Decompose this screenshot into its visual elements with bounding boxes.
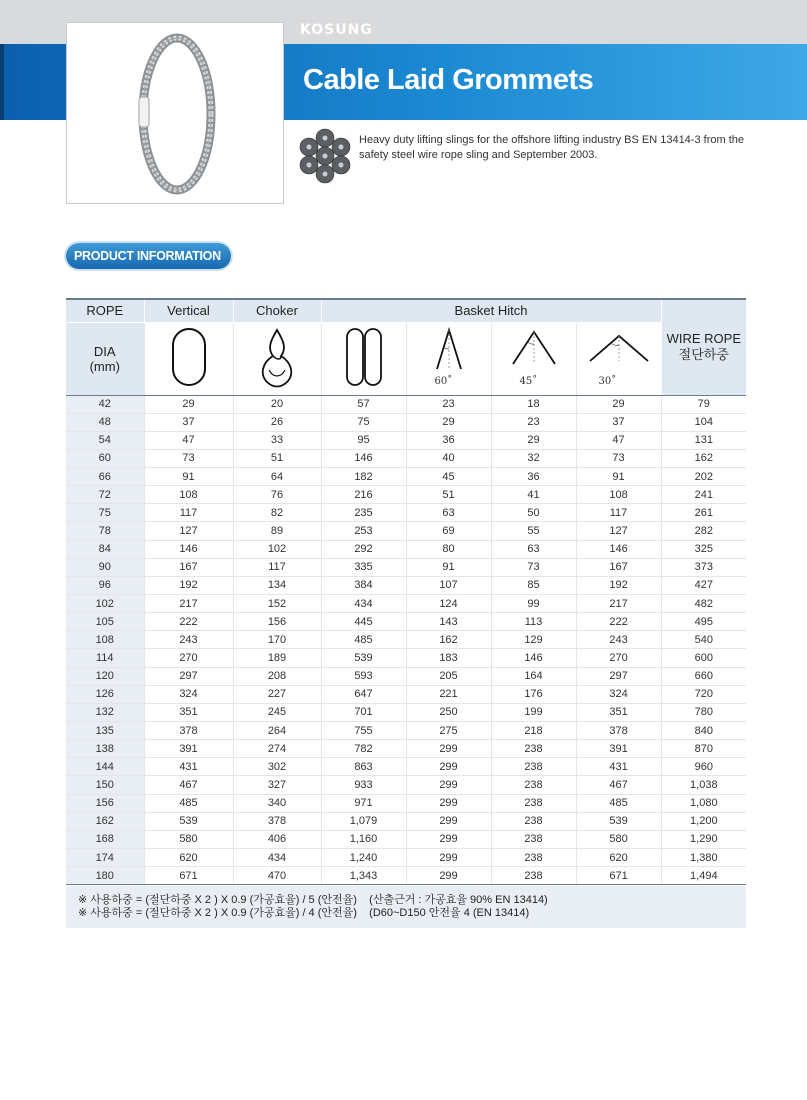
- table-cell: 264: [233, 722, 321, 740]
- table-cell: 238: [491, 867, 576, 885]
- table-cell: 297: [576, 667, 661, 685]
- table-cell: 91: [144, 468, 233, 486]
- table-cell: 85: [491, 576, 576, 594]
- table-cell: 467: [144, 776, 233, 794]
- table-cell: 270: [576, 649, 661, 667]
- rope-dia-cell: 60: [66, 449, 144, 467]
- vertical-hitch-icon: [144, 322, 233, 395]
- table-cell: 57: [321, 395, 406, 413]
- table-cell: 91: [576, 468, 661, 486]
- table-cell: 108: [576, 486, 661, 504]
- table-cell: 335: [321, 558, 406, 576]
- table-cell: 202: [661, 468, 746, 486]
- table-cell: 971: [321, 794, 406, 812]
- rope-dia-cell: 48: [66, 413, 144, 431]
- table-cell: 208: [233, 667, 321, 685]
- table-cell: 117: [144, 504, 233, 522]
- table-cell: 600: [661, 649, 746, 667]
- table-cell: 292: [321, 540, 406, 558]
- table-cell: 1,080: [661, 794, 746, 812]
- table-cell: 720: [661, 685, 746, 703]
- table-cell: 146: [321, 449, 406, 467]
- table-cell: 245: [233, 703, 321, 721]
- table-cell: 351: [144, 703, 233, 721]
- table-cell: 384: [321, 576, 406, 594]
- table-cell: 1,380: [661, 849, 746, 867]
- table-cell: 660: [661, 667, 746, 685]
- table-row: [66, 722, 746, 740]
- table-cell: 238: [491, 849, 576, 867]
- table-cell: 152: [233, 595, 321, 613]
- table-row: [66, 667, 746, 685]
- table-cell: 26: [233, 413, 321, 431]
- table-cell: 378: [144, 722, 233, 740]
- table-cell: 238: [491, 776, 576, 794]
- table-cell: 221: [406, 685, 491, 703]
- rope-dia-cell: 162: [66, 812, 144, 830]
- table-cell: 1,494: [661, 867, 746, 885]
- table-cell: 50: [491, 504, 576, 522]
- basket-60-angle-icon: [406, 322, 491, 395]
- table-cell: 238: [491, 830, 576, 848]
- table-cell: 189: [233, 649, 321, 667]
- table-cell: 104: [661, 413, 746, 431]
- table-cell: 129: [491, 631, 576, 649]
- table-cell: 1,240: [321, 849, 406, 867]
- table-cell: 391: [144, 740, 233, 758]
- table-cell: 29: [491, 431, 576, 449]
- table-cell: 351: [576, 703, 661, 721]
- table-cell: 102: [233, 540, 321, 558]
- table-cell: 274: [233, 740, 321, 758]
- table-cell: 445: [321, 613, 406, 631]
- table-cell: 580: [576, 830, 661, 848]
- table-cell: 117: [576, 504, 661, 522]
- table-cell: 378: [576, 722, 661, 740]
- note-line: ※ 사용하중 = (절단하중 X 2 ) X 0.9 (가공효율) / 4 (안전율) (D60~D150 안전율 4 (EN 13414): [78, 907, 530, 919]
- table-cell: 156: [233, 613, 321, 631]
- table-cell: 146: [576, 540, 661, 558]
- table-cell: 302: [233, 758, 321, 776]
- table-row: [66, 776, 746, 794]
- table-cell: 243: [144, 631, 233, 649]
- rope-dia-cell: 102: [66, 595, 144, 613]
- table-cell: 192: [576, 576, 661, 594]
- table-cell: 73: [491, 558, 576, 576]
- table-cell: 299: [406, 776, 491, 794]
- table-row: [66, 867, 746, 885]
- table-cell: 117: [233, 558, 321, 576]
- table-cell: 218: [491, 722, 576, 740]
- table-row: [66, 830, 746, 848]
- table-cell: 162: [406, 631, 491, 649]
- table-cell: 146: [144, 540, 233, 558]
- table-cell: 40: [406, 449, 491, 467]
- table-row: [66, 685, 746, 703]
- table-cell: 134: [233, 576, 321, 594]
- table-cell: 99: [491, 595, 576, 613]
- table-row: [66, 849, 746, 867]
- table-cell: 580: [144, 830, 233, 848]
- table-cell: 485: [144, 794, 233, 812]
- table-row: [66, 522, 746, 540]
- table-cell: 18: [491, 395, 576, 413]
- table-cell: 299: [406, 812, 491, 830]
- table-cell: 23: [491, 413, 576, 431]
- table-row: [66, 576, 746, 594]
- table-cell: 540: [661, 631, 746, 649]
- table-cell: 69: [406, 522, 491, 540]
- choker-hitch-icon: [233, 322, 321, 395]
- table-row: [66, 613, 746, 631]
- table-cell: 222: [144, 613, 233, 631]
- table-row: [66, 740, 746, 758]
- table-cell: 176: [491, 685, 576, 703]
- table-cell: 29: [406, 413, 491, 431]
- rope-dia-cell: 84: [66, 540, 144, 558]
- table-cell: 107: [406, 576, 491, 594]
- table-cell: 238: [491, 740, 576, 758]
- brand-logo: KOSUNG: [300, 22, 373, 38]
- table-cell: 131: [661, 431, 746, 449]
- rope-dia-cell: 120: [66, 667, 144, 685]
- table-cell: 340: [233, 794, 321, 812]
- table-cell: 482: [661, 595, 746, 613]
- table-cell: 238: [491, 758, 576, 776]
- product-description: Heavy duty lifting slings for the offshore lifting industry BS EN 13414-3 from the safety steel wire rope sling and September 2003.: [359, 134, 744, 161]
- calculation-notes: [66, 886, 746, 928]
- rope-dia-cell: 108: [66, 631, 144, 649]
- basket-hitch-icon: [321, 322, 406, 395]
- rope-dia-cell: 126: [66, 685, 144, 703]
- table-row: [66, 558, 746, 576]
- table-cell: 146: [491, 649, 576, 667]
- header-wire-rope: [661, 299, 746, 395]
- table-cell: 73: [144, 449, 233, 467]
- rope-dia-cell: 156: [66, 794, 144, 812]
- table-cell: 1,343: [321, 867, 406, 885]
- rope-dia-cell: 174: [66, 849, 144, 867]
- table-cell: 324: [576, 685, 661, 703]
- table-cell: 243: [576, 631, 661, 649]
- table-cell: 701: [321, 703, 406, 721]
- table-cell: 539: [321, 649, 406, 667]
- table-row: [66, 395, 746, 413]
- rope-dia-cell: 96: [66, 576, 144, 594]
- table-cell: 80: [406, 540, 491, 558]
- table-cell: 299: [406, 794, 491, 812]
- table-cell: 108: [144, 486, 233, 504]
- table-cell: 89: [233, 522, 321, 540]
- table-cell: 282: [661, 522, 746, 540]
- page-title: Cable Laid Grommets: [303, 64, 594, 96]
- table-cell: 620: [144, 849, 233, 867]
- table-cell: 241: [661, 486, 746, 504]
- table-cell: 299: [406, 758, 491, 776]
- table-cell: 270: [144, 649, 233, 667]
- table-row: [66, 540, 746, 558]
- table-cell: 51: [406, 486, 491, 504]
- table-cell: 620: [576, 849, 661, 867]
- table-cell: 143: [406, 613, 491, 631]
- table-cell: 325: [661, 540, 746, 558]
- table-cell: 299: [406, 867, 491, 885]
- table-cell: 79: [661, 395, 746, 413]
- table-cell: 192: [144, 576, 233, 594]
- table-row: [66, 413, 746, 431]
- table-cell: 1,079: [321, 812, 406, 830]
- table-cell: 261: [661, 504, 746, 522]
- table-row: [66, 812, 746, 830]
- rope-dia-cell: 75: [66, 504, 144, 522]
- table-cell: 217: [144, 595, 233, 613]
- table-cell: 205: [406, 667, 491, 685]
- table-cell: 755: [321, 722, 406, 740]
- table-row: [66, 595, 746, 613]
- table-cell: 299: [406, 849, 491, 867]
- table-cell: 91: [406, 558, 491, 576]
- table-cell: 47: [144, 431, 233, 449]
- section-badge-product-information: PRODUCT INFORMATION: [66, 243, 231, 269]
- table-cell: 863: [321, 758, 406, 776]
- table-cell: 36: [406, 431, 491, 449]
- table-cell: 671: [576, 867, 661, 885]
- table-cell: 36: [491, 468, 576, 486]
- table-cell: 37: [576, 413, 661, 431]
- table-cell: 253: [321, 522, 406, 540]
- angle-60-label: 60˚: [434, 375, 453, 387]
- table-cell: 217: [576, 595, 661, 613]
- header-basket-hitch: Basket Hitch: [321, 299, 661, 322]
- table-row: [66, 703, 746, 721]
- table-cell: 51: [233, 449, 321, 467]
- table-cell: 327: [233, 776, 321, 794]
- rope-dia-cell: 72: [66, 486, 144, 504]
- table-cell: 33: [233, 431, 321, 449]
- table-row: [66, 794, 746, 812]
- table-cell: 164: [491, 667, 576, 685]
- table-cell: 167: [144, 558, 233, 576]
- table-cell: 960: [661, 758, 746, 776]
- rope-dia-cell: 90: [66, 558, 144, 576]
- table-cell: 63: [406, 504, 491, 522]
- product-photo: [66, 22, 284, 204]
- table-cell: 182: [321, 468, 406, 486]
- rope-dia-cell: 78: [66, 522, 144, 540]
- table-cell: 671: [144, 867, 233, 885]
- table-cell: 95: [321, 431, 406, 449]
- table-cell: 378: [233, 812, 321, 830]
- table-cell: 23: [406, 395, 491, 413]
- product-spec-table: [66, 298, 746, 885]
- table-cell: 82: [233, 504, 321, 522]
- table-cell: 780: [661, 703, 746, 721]
- table-cell: 113: [491, 613, 576, 631]
- table-cell: 1,160: [321, 830, 406, 848]
- angle-30-label: 30˚: [598, 375, 617, 387]
- rope-dia-cell: 135: [66, 722, 144, 740]
- table-cell: 431: [576, 758, 661, 776]
- table-cell: 406: [233, 830, 321, 848]
- table-cell: 431: [144, 758, 233, 776]
- table-cell: 238: [491, 794, 576, 812]
- angle-45-label: 45˚: [519, 375, 538, 387]
- table-cell: 20: [233, 395, 321, 413]
- header-dia-label: DIA: [93, 343, 116, 359]
- banner-left-accent: [0, 44, 4, 120]
- table-cell: 434: [233, 849, 321, 867]
- note-line: ※ 사용하중 = (절단하중 X 2 ) X 0.9 (가공효율) / 5 (안전율) (산출근거 : 가공효율 90% EN 13414): [78, 894, 548, 906]
- table-cell: 250: [406, 703, 491, 721]
- table-cell: 41: [491, 486, 576, 504]
- basket-30-angle-icon: [576, 322, 661, 395]
- table-cell: 45: [406, 468, 491, 486]
- table-cell: 235: [321, 504, 406, 522]
- table-cell: 29: [144, 395, 233, 413]
- table-cell: 1,290: [661, 830, 746, 848]
- table-cell: 1,200: [661, 812, 746, 830]
- table-cell: 238: [491, 812, 576, 830]
- table-cell: 1,038: [661, 776, 746, 794]
- table-row: [66, 649, 746, 667]
- table-cell: 373: [661, 558, 746, 576]
- table-cell: 539: [576, 812, 661, 830]
- rope-dia-cell: 66: [66, 468, 144, 486]
- table-cell: 222: [576, 613, 661, 631]
- table-cell: 73: [576, 449, 661, 467]
- table-cell: 162: [661, 449, 746, 467]
- rope-dia-cell: 144: [66, 758, 144, 776]
- table-cell: 32: [491, 449, 576, 467]
- table-cell: 434: [321, 595, 406, 613]
- table-cell: 183: [406, 649, 491, 667]
- table-cell: 37: [144, 413, 233, 431]
- table-cell: 870: [661, 740, 746, 758]
- table-cell: 647: [321, 685, 406, 703]
- table-cell: 227: [233, 685, 321, 703]
- header-unit-label: (mm): [89, 358, 120, 374]
- header-wire-rope-label: WIRE ROPE: [666, 331, 741, 347]
- table-cell: 63: [491, 540, 576, 558]
- rope-dia-cell: 105: [66, 613, 144, 631]
- table-cell: 76: [233, 486, 321, 504]
- rope-dia-cell: 132: [66, 703, 144, 721]
- table-cell: 55: [491, 522, 576, 540]
- table-cell: 299: [406, 830, 491, 848]
- rope-dia-cell: 180: [66, 867, 144, 885]
- table-cell: 127: [576, 522, 661, 540]
- table-cell: 391: [576, 740, 661, 758]
- table-cell: 427: [661, 576, 746, 594]
- table-row: [66, 758, 746, 776]
- table-cell: 933: [321, 776, 406, 794]
- table-cell: 495: [661, 613, 746, 631]
- table-cell: 29: [576, 395, 661, 413]
- table-cell: 124: [406, 595, 491, 613]
- header-breaking-load: 절단하중: [678, 347, 729, 363]
- table-cell: 470: [233, 867, 321, 885]
- header-choker: Choker: [233, 299, 321, 322]
- table-cell: 782: [321, 740, 406, 758]
- table-cell: 127: [144, 522, 233, 540]
- table-row: [66, 504, 746, 522]
- header-vertical: Vertical: [144, 299, 233, 322]
- table-row: [66, 431, 746, 449]
- rope-dia-cell: 54: [66, 431, 144, 449]
- table-cell: 64: [233, 468, 321, 486]
- table-row: [66, 486, 746, 504]
- table-cell: 539: [144, 812, 233, 830]
- wire-rope-cross-section-icon: [296, 127, 354, 190]
- basket-45-angle-icon: [491, 322, 576, 395]
- table-cell: 593: [321, 667, 406, 685]
- table-cell: 47: [576, 431, 661, 449]
- rope-dia-cell: 168: [66, 830, 144, 848]
- table-cell: 467: [576, 776, 661, 794]
- header-rope: ROPE: [66, 299, 144, 322]
- table-row: [66, 449, 746, 467]
- table-cell: 299: [406, 740, 491, 758]
- table-cell: 75: [321, 413, 406, 431]
- table-cell: 297: [144, 667, 233, 685]
- table-cell: 324: [144, 685, 233, 703]
- header-dia: [66, 322, 144, 395]
- rope-dia-cell: 150: [66, 776, 144, 794]
- table-row: [66, 631, 746, 649]
- table-row: [66, 468, 746, 486]
- rope-dia-cell: 138: [66, 740, 144, 758]
- table-cell: 170: [233, 631, 321, 649]
- table-cell: 275: [406, 722, 491, 740]
- table-cell: 485: [576, 794, 661, 812]
- rope-dia-cell: 42: [66, 395, 144, 413]
- table-cell: 840: [661, 722, 746, 740]
- table-cell: 485: [321, 631, 406, 649]
- table-cell: 216: [321, 486, 406, 504]
- rope-dia-cell: 114: [66, 649, 144, 667]
- table-cell: 199: [491, 703, 576, 721]
- table-cell: 167: [576, 558, 661, 576]
